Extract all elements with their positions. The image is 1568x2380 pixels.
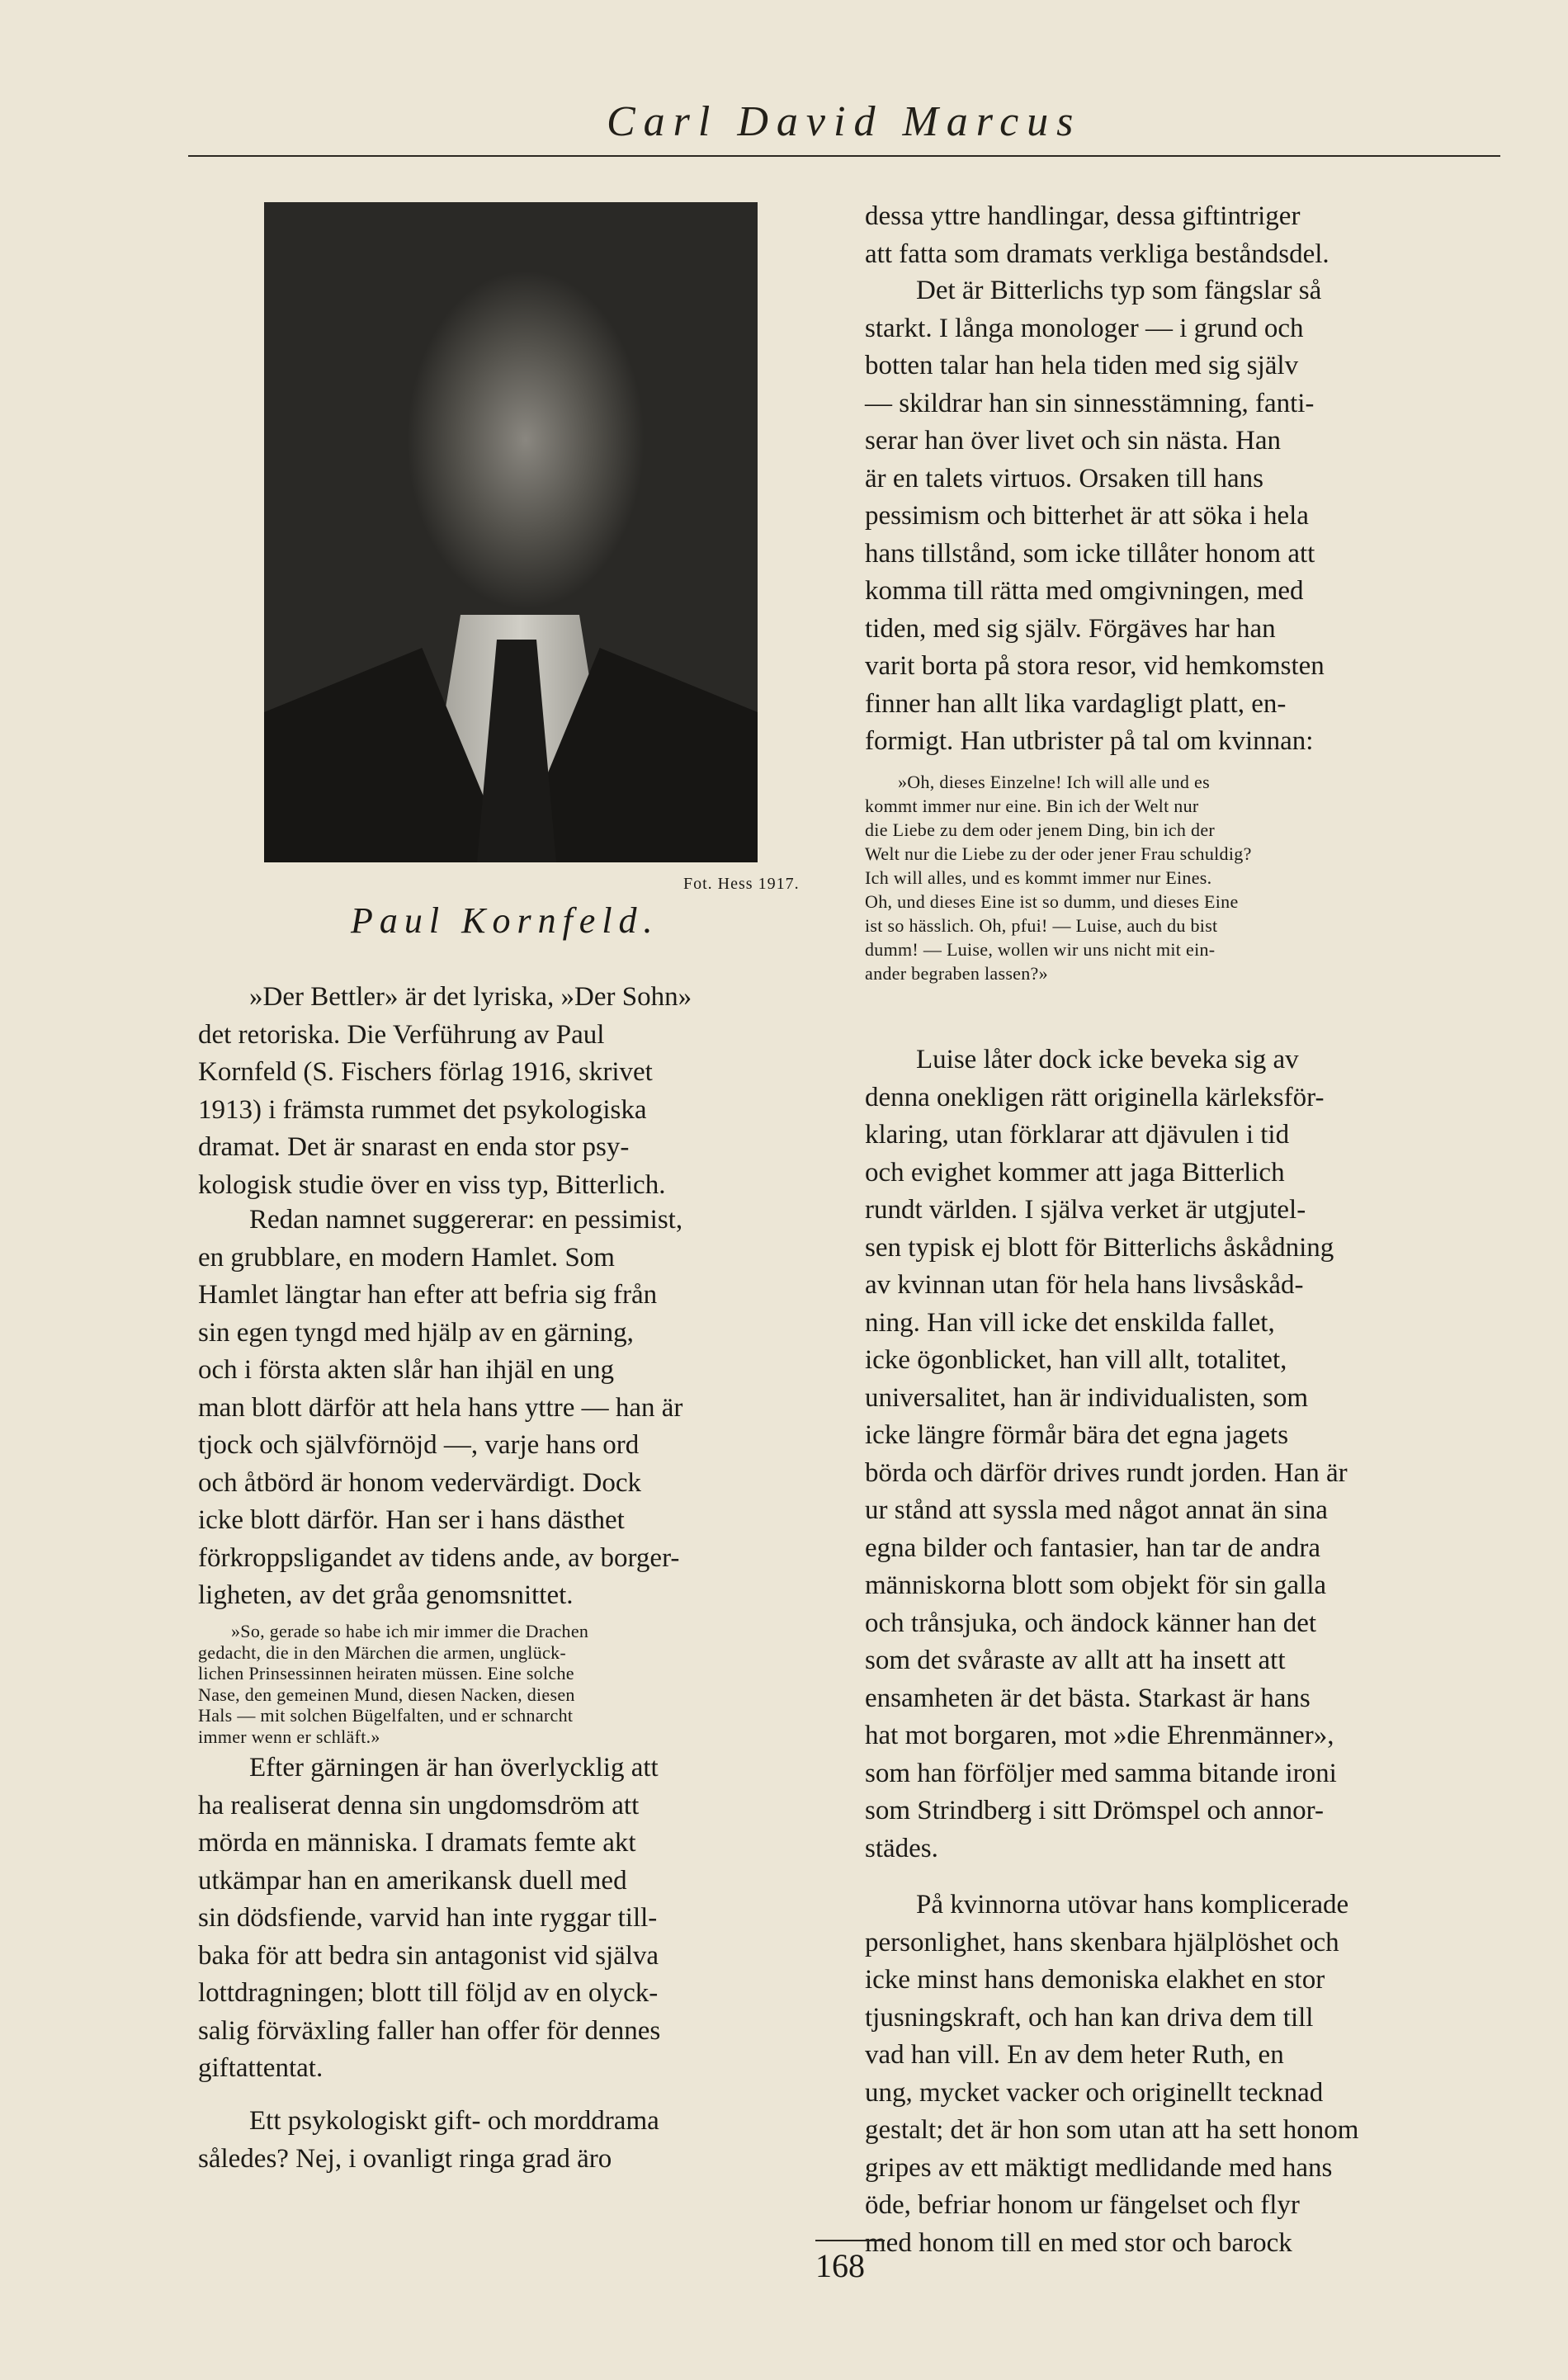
text-line: icke minst hans demoniska elakhet en stor — [865, 1965, 1325, 1995]
text-line: icke blott därför. Han ser i hans dästhet — [198, 1505, 625, 1535]
text-line: dramat. Det är snarast en enda stor psy- — [198, 1132, 630, 1162]
text-line: komma till rätta med omgivningen, med — [865, 576, 1304, 606]
page-number: 168 — [815, 2247, 865, 2284]
text-line: dessa yttre handlingar, dessa giftintriger — [865, 201, 1301, 231]
text-line: universalitet, han är individualisten, som — [865, 1382, 1309, 1413]
photo-credit: Fot. Hess 1917. — [683, 875, 800, 893]
text-line: av kvinnan utan för hela hans livsåskåd- — [865, 1270, 1304, 1300]
text-line: denna onekligen rätt originella kärleksför- — [865, 1082, 1325, 1112]
text-line: klaring, utan förklarar att djävulen i tid — [865, 1120, 1290, 1150]
text-line: »Der Bettler» är det lyriska, »Der Sohn» — [249, 982, 692, 1012]
quote-line: ander begraben lassen?» — [865, 963, 1048, 984]
quote-line: dumm! — Luise, wollen wir uns nicht mit ein- — [865, 939, 1216, 960]
text-line: och åtbörd är honom vedervärdigt. Dock — [198, 1467, 641, 1498]
text-line: Det är Bitterlichs typ som fängslar så — [916, 276, 1322, 305]
text-line: städes. — [865, 1833, 938, 1863]
text-line: Efter gärningen är han överlycklig att — [249, 1753, 659, 1783]
text-line: att fatta som dramats verkliga beståndsdel. — [865, 238, 1329, 269]
text-line: tjock och självförnöjd —, varje hans ord — [198, 1430, 640, 1460]
text-line: som Strindberg i sitt Drömspel och annor- — [865, 1796, 1325, 1825]
text-line: börda och därför drives rundt jorden. Han är — [865, 1457, 1348, 1488]
text-line: lottdragningen; blott till följd av en olyck- — [198, 1978, 659, 2008]
text-line: hat mot borgaren, mot »die Ehrenmänner», — [865, 1721, 1334, 1750]
quote-line: immer wenn er schläft.» — [198, 1726, 380, 1747]
text-line: gestalt; det är hon som utan att ha sett honom — [865, 2115, 1359, 2145]
quote-line: lichen Prinsessinnen heiraten müssen. Eine solche — [198, 1663, 574, 1683]
text-line: serar han över livet och sin nästa. Han — [865, 426, 1281, 456]
quote-line: »So, gerade so habe ich mir immer die Drachen — [231, 1621, 589, 1641]
text-line: sen typisk ej blott för Bitterlichs åskådning — [865, 1232, 1334, 1263]
text-line: sin egen tyngd med hjälp av en gärning, — [198, 1317, 634, 1348]
text-line: starkt. I långa monologer — i grund och — [865, 313, 1304, 343]
text-line: — skildrar han sin sinnesstämning, fanti- — [865, 388, 1315, 418]
text-line: giftattentat. — [198, 2053, 324, 2083]
text-line: Kornfeld (S. Fischers förlag 1916, skrivet — [198, 1057, 653, 1087]
text-line: icke längre förmår bära det egna jagets — [865, 1420, 1289, 1450]
text-line: öde, befriar honom ur fängelset och flyr — [865, 2190, 1300, 2220]
header-rule — [188, 155, 1500, 157]
quote-line: Ich will alles, und es kommt immer nur Eines. — [865, 867, 1212, 888]
photo-caption: Paul Kornfeld. — [351, 900, 659, 941]
text-line: med honom till en med stor och barock — [865, 2227, 1292, 2258]
text-line: sin dödsfiende, varvid han inte ryggar till- — [198, 1903, 658, 1933]
text-line: kologisk studie över en viss typ, Bitterlich. — [198, 1169, 666, 1200]
text-line: ligheten, av det gråa genomsnittet. — [198, 1580, 574, 1610]
page-number-rule — [815, 2240, 885, 2241]
text-line: människorna blott som objekt för sin galla — [865, 1570, 1327, 1600]
text-line: mörda en människa. I dramats femte akt — [198, 1828, 636, 1858]
text-line: salig förväxling faller han offer för dennes — [198, 2015, 661, 2046]
text-line: vad han vill. En av dem heter Ruth, en — [865, 2040, 1284, 2070]
text-line: som han förföljer med samma bitande ironi — [865, 1758, 1337, 1788]
portrait-photo — [264, 202, 758, 862]
text-line: rundt världen. I själva verket är utgjutel- — [865, 1195, 1306, 1225]
text-line: Luise låter dock icke beveka sig av — [916, 1045, 1299, 1074]
text-line: formigt. Han utbrister på tal om kvinnan: — [865, 726, 1314, 756]
text-line: På kvinnorna utövar hans komplicerade — [916, 1890, 1349, 1920]
text-line: ung, mycket vacker och originellt tecknad — [865, 2077, 1324, 2108]
text-line: pessimism och bitterhet är att söka i hela — [865, 501, 1309, 531]
text-line: tjusningskraft, och han kan driva dem till — [865, 2002, 1314, 2033]
text-line: ha realiserat denna sin ungdomsdröm att — [198, 1790, 640, 1820]
text-line: baka för att bedra sin antagonist vid själva — [198, 1940, 659, 1971]
text-line: gripes av ett mäktigt medlidande med hans — [865, 2152, 1333, 2183]
quote-line: Welt nur die Liebe zu der oder jener Frau schuldig? — [865, 843, 1252, 864]
text-line: ensamheten är det bästa. Starkast är hans — [865, 1683, 1311, 1713]
quote-line: Hals — mit solchen Bügelfalten, und er schnarcht — [198, 1705, 574, 1726]
text-line: varit borta på stora resor, vid hemkomsten — [865, 651, 1325, 681]
text-line: ning. Han vill icke det enskilda fallet, — [865, 1307, 1275, 1338]
text-line: som det svåraste av allt att ha insett att — [865, 1646, 1286, 1675]
text-line: är en talets virtuos. Orsaken till hans — [865, 463, 1263, 493]
text-line: egna bilder och fantasier, han tar de andra — [865, 1532, 1321, 1563]
text-line: botten talar han hela tiden med sig själv — [865, 351, 1299, 380]
text-line: således? Nej, i ovanligt ringa grad äro — [198, 2143, 612, 2174]
text-line: Hamlet längtar han efter att befria sig från — [198, 1280, 658, 1310]
running-head: Carl David Marcus — [607, 98, 1082, 145]
text-line: man blott därför att hela hans yttre — han är — [198, 1392, 683, 1423]
text-line: hans tillstånd, som icke tillåter honom att — [865, 538, 1315, 569]
quote-line: ist so hässlich. Oh, pfui! — Luise, auch du bist — [865, 915, 1218, 936]
text-line: och evighet kommer att jaga Bitterlich — [865, 1157, 1285, 1188]
quote-line: die Liebe zu dem oder jenem Ding, bin ich der — [865, 819, 1216, 840]
quote-line: »Oh, dieses Einzelne! Ich will alle und es — [898, 772, 1210, 792]
text-line: Ett psykologiskt gift- och morddrama — [249, 2106, 659, 2136]
text-line: icke ögonblicket, han vill allt, totalitet, — [865, 1345, 1287, 1375]
quote-line: kommt immer nur eine. Bin ich der Welt nur — [865, 796, 1199, 816]
text-line: 1913) i främsta rummet det psykologiska — [198, 1094, 647, 1125]
text-line: utkämpar han en amerikansk duell med — [198, 1865, 627, 1896]
text-line: en grubblare, en modern Hamlet. Som — [198, 1242, 615, 1273]
quote-line: Nase, den gemeinen Mund, diesen Nacken, diesen — [198, 1683, 575, 1705]
text-line: finner han allt lika vardagligt platt, en- — [865, 688, 1287, 719]
quote-line: gedacht, die in den Märchen die armen, unglück- — [198, 1641, 566, 1663]
text-line: och i första akten slår han ihjäl en ung — [198, 1355, 615, 1385]
text-line: förkroppsligandet av tidens ande, av borger- — [198, 1542, 680, 1573]
quote-line: Oh, und dieses Eine ist so dumm, und dieses Eine — [865, 891, 1239, 912]
text-line: Redan namnet suggererar: en pessimist, — [249, 1205, 683, 1235]
text-line: tiden, med sig själv. Förgäves har han — [865, 613, 1276, 644]
text-line: personlighet, hans skenbara hjälplöshet och — [865, 1927, 1339, 1957]
text-line: ur stånd att syssla med något annat än sina — [865, 1495, 1328, 1525]
text-line: och trånsjuka, och ändock känner han det — [865, 1608, 1317, 1638]
text-line: det retoriska. Die Verführung av Paul — [198, 1019, 605, 1050]
